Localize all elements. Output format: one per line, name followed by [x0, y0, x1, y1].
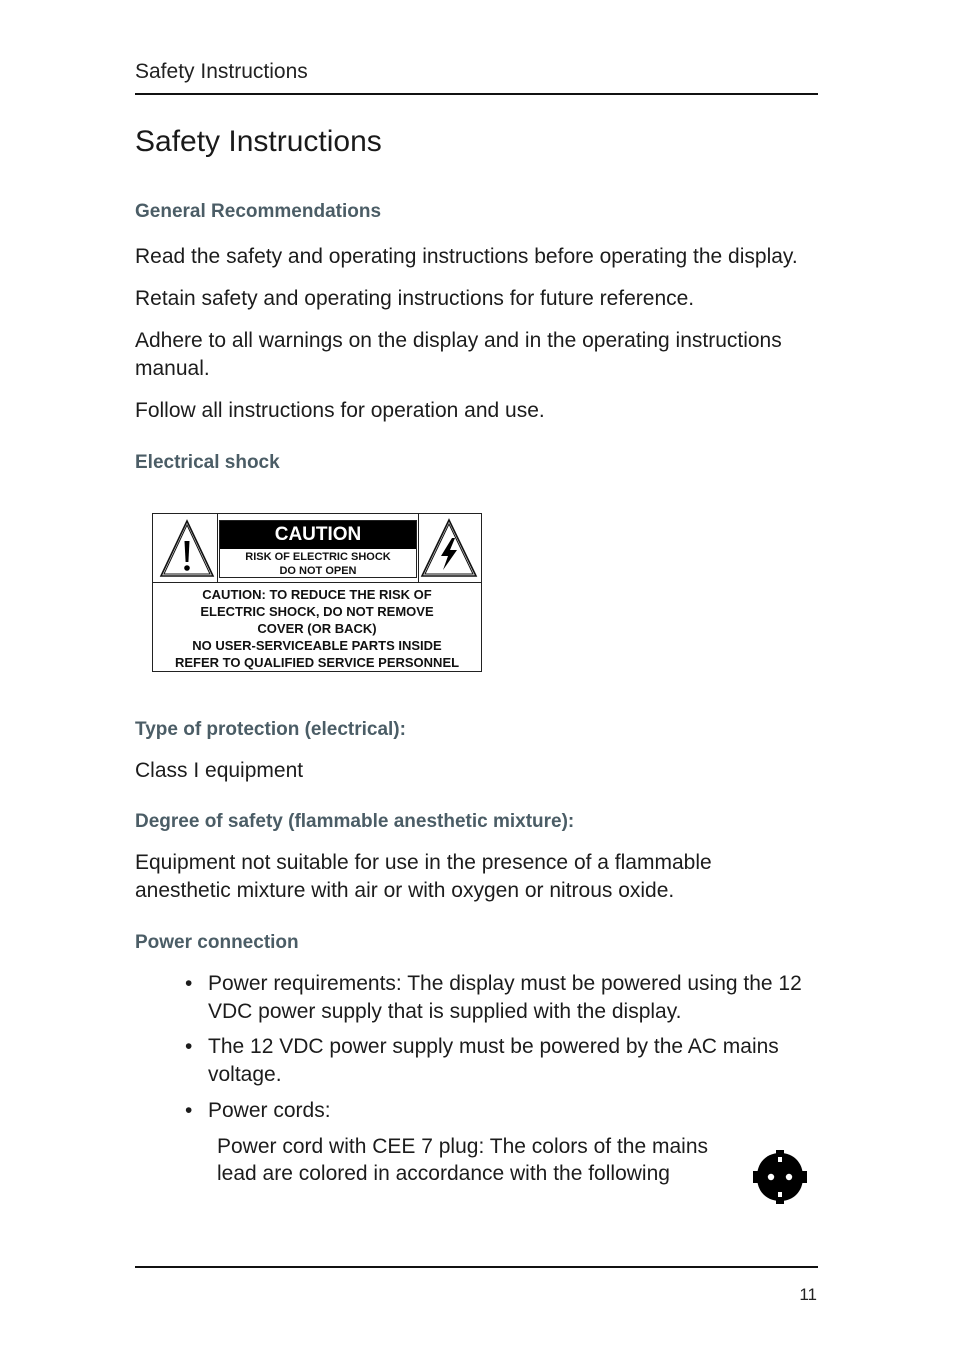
bullet-item: Power cords:	[208, 1099, 331, 1122]
heading-general-recommendations: General Recommendations	[135, 201, 382, 222]
paragraph: Adhere to all warnings on the display and in the operating instructions manual.	[135, 329, 782, 380]
bullet-item: Power requirements: The display must be powered using the 12 VDC power supply that is supplied with the display.	[208, 972, 802, 1023]
heading-power-connection: Power connection	[135, 932, 299, 953]
bullet-marker: •	[185, 972, 193, 995]
running-header: Safety Instructions	[135, 60, 308, 83]
caution-subtext	[220, 550, 416, 578]
paragraph: Retain safety and operating instructions for future reference.	[135, 287, 695, 310]
caution-label	[152, 513, 482, 672]
caution-label-top	[153, 514, 481, 583]
caution-body-line: REFER TO QUALIFIED SERVICE PERSONNEL	[174, 655, 460, 670]
paragraph: Class I equipment	[135, 759, 304, 782]
power-cord-description: Power cord with CEE 7 plug: The colors of the mains lead are colored in accordance with the following	[217, 1135, 709, 1185]
exclamation-triangle-icon	[153, 514, 217, 582]
caution-right-panel	[418, 514, 481, 582]
caution-body-line: COVER (OR BACK)	[257, 621, 377, 636]
page-title: Safety Instructions	[135, 125, 382, 158]
lightning-triangle-icon	[419, 514, 481, 582]
caution-body	[153, 586, 481, 671]
bullet-marker: •	[185, 1035, 193, 1058]
heading-degree-of-safety: Degree of safety (flammable anesthetic mixture):	[135, 811, 575, 832]
caution-body-line: NO USER-SERVICEABLE PARTS INSIDE	[192, 638, 442, 653]
heading-type-of-protection: Type of protection (electrical):	[135, 719, 406, 740]
page-number: 11	[799, 1285, 817, 1304]
caution-body-line: CAUTION: TO REDUCE THE RISK OF	[202, 587, 432, 602]
caution-subtext-line: RISK OF ELECTRIC SHOCK	[245, 551, 391, 563]
cee7-plug-icon	[753, 1150, 807, 1204]
footer-rule	[135, 1266, 818, 1268]
bullet-marker: •	[185, 1099, 193, 1122]
caution-left-panel	[153, 514, 218, 582]
caution-body-line: ELECTRIC SHOCK, DO NOT REMOVE	[200, 604, 434, 619]
paragraph: Read the safety and operating instructions before operating the display.	[135, 245, 798, 268]
bullet-item: The 12 VDC power supply must be powered by the AC mains voltage.	[208, 1035, 779, 1086]
header-rule	[135, 93, 818, 95]
heading-electrical-shock: Electrical shock	[135, 452, 280, 473]
paragraph: Follow all instructions for operation and use.	[135, 399, 545, 422]
caution-heading: CAUTION	[220, 521, 416, 549]
paragraph: Equipment not suitable for use in the presence of a flammable anesthetic mixture with air or with oxygen or nitrous oxide.	[135, 851, 712, 902]
caution-center-panel	[219, 520, 417, 578]
caution-subtext-line: DO NOT OPEN	[279, 565, 357, 577]
